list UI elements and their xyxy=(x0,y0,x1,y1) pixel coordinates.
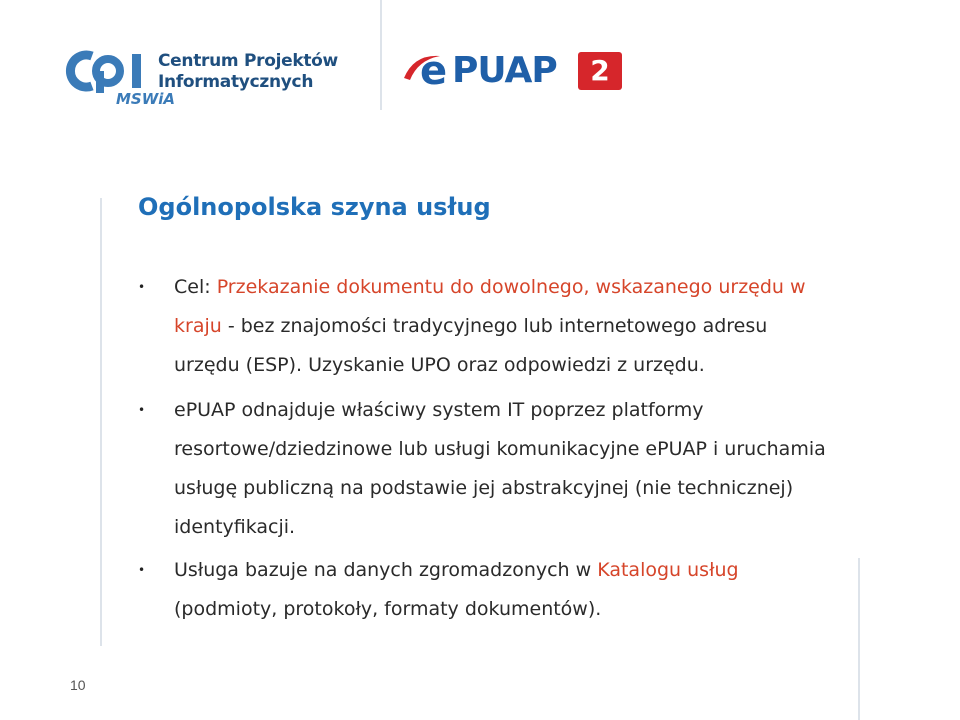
bullet-lead: Usługa bazuje na danych zgromadzonych w xyxy=(174,559,598,581)
epuap-e: e xyxy=(420,48,448,94)
cpi-mark-icon xyxy=(58,48,158,94)
bullet-icon: • xyxy=(138,280,146,294)
cpi-org: MSWiA xyxy=(116,90,176,108)
slide-title: Ogólnopolska szyna usług xyxy=(138,193,491,221)
bullet-rest: - bez znajomości tradycyjnego lub internetowego adresu urzędu (ESP). Uzyskanie UPO oraz odpowiedzi z urzędu. xyxy=(174,315,768,376)
divider-top xyxy=(380,0,382,110)
bullet-item-routing xyxy=(138,391,838,547)
cpi-name-line2: Informatycznych xyxy=(158,72,314,92)
bullet-accent: Katalogu usług xyxy=(597,559,739,581)
page-number: 10 xyxy=(70,677,86,693)
epuap-word: PUAP xyxy=(452,50,557,91)
divider-right xyxy=(858,558,860,720)
cpi-logo xyxy=(58,42,358,112)
divider-left xyxy=(100,198,102,646)
bullet-lead: Cel: xyxy=(174,276,217,298)
bullet-item-catalog xyxy=(138,551,838,629)
bullet-accent: Przekazanie dokumentu do dowolnego, wskazanego urzędu w kraju xyxy=(174,276,806,337)
bullet-item-goal xyxy=(138,268,838,385)
bullet-icon: • xyxy=(138,403,146,417)
cpi-name-line1: Centrum Projektów xyxy=(158,51,338,71)
bullet-rest: (podmioty, protokoły, formaty dokumentów). xyxy=(174,598,602,620)
bullet-text: ePUAP odnajduje właściwy system IT poprzez platformy resortowe/dziedzinowe lub usługi komunikacyjne ePUAP i uruchamia usługę publiczną na podstawie jej abstrakcyjnej (nie technicznej) identyfikacji. xyxy=(174,399,826,538)
bullet-list xyxy=(138,268,838,633)
bullet-icon: • xyxy=(138,563,146,577)
epuap-version-badge: 2 xyxy=(578,52,622,90)
epuap-logo xyxy=(402,48,632,96)
